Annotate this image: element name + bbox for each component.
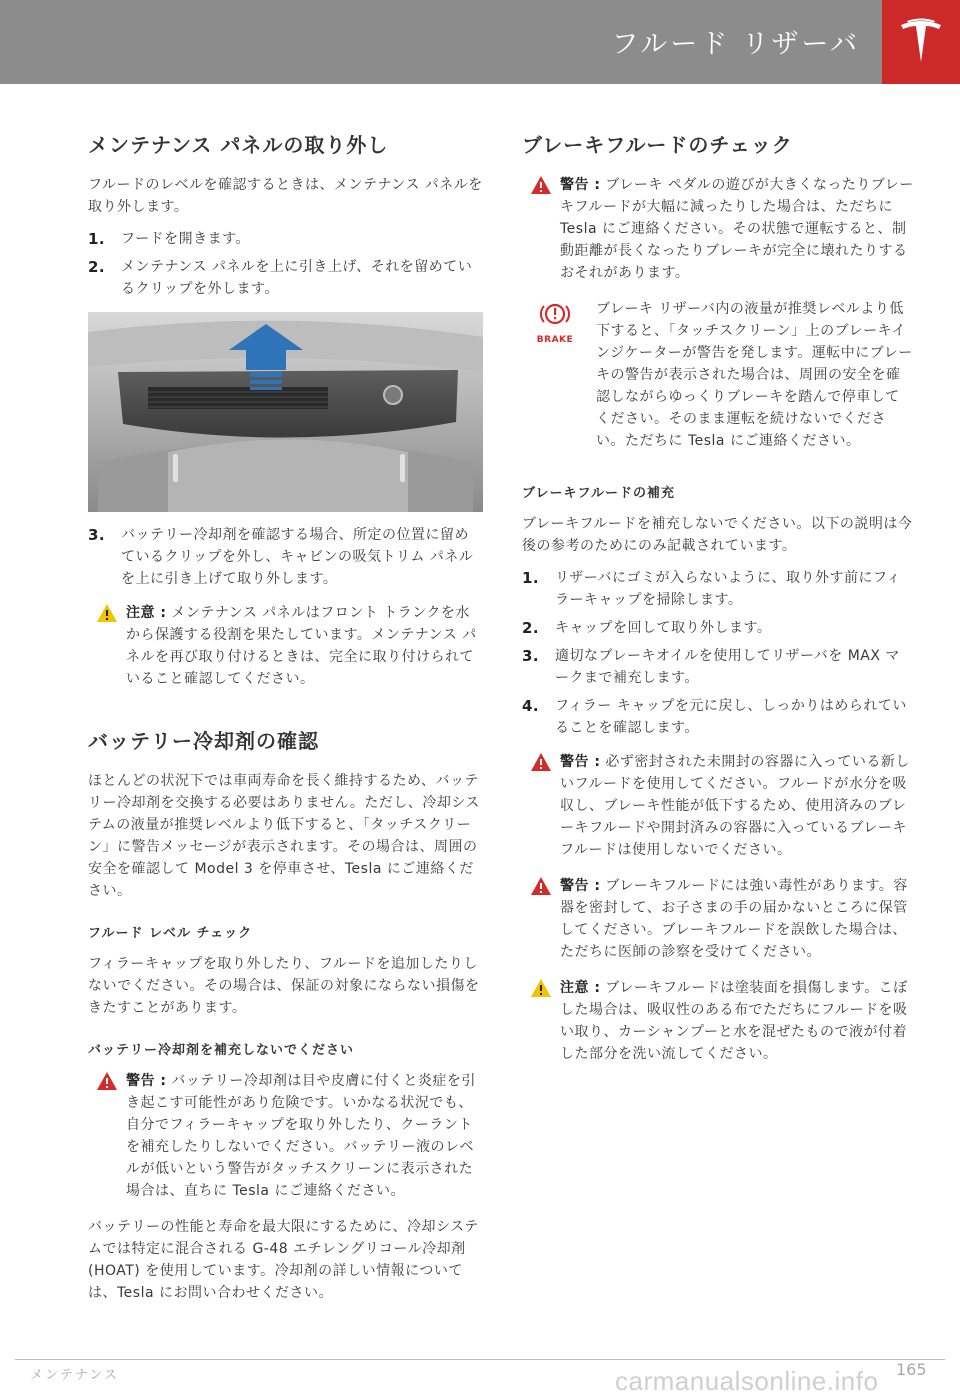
list-item [88, 256, 483, 300]
page-title: フルード リザーバ [611, 29, 860, 60]
panel-removal-steps-cont [88, 524, 483, 590]
warning-label: 警告 : [560, 878, 601, 894]
list-item [522, 695, 914, 739]
right-column [522, 120, 914, 1079]
step-text: メンテナンス パネルを上に引き上げ、それを留めているクリップを外します。 [121, 259, 473, 297]
step-number: 1. [522, 569, 540, 587]
maintenance-panel-illustration [88, 312, 483, 512]
watermark: carmanualsonline.info [615, 1366, 879, 1396]
list-item [522, 567, 914, 611]
step-text: キャップを回して取り外します。 [555, 620, 772, 636]
panel-removal-intro: フルードのレベルを確認するときは、メンテナンス パネルを取り外します。 [88, 177, 483, 215]
step-text: 適切なブレーキオイルを使用してリザーバを MAX マークまで補充します。 [555, 648, 900, 686]
step-number: 3. [522, 647, 540, 665]
step-text: フィラー キャップを元に戻し、しっかりはめられていることを確認します。 [555, 698, 907, 736]
caution-label: 注意 : [126, 605, 167, 621]
section-title-panel-removal: メンテナンス パネルの取り外し [88, 133, 389, 157]
battery-coolant-paragraph: ほとんどの状況下では車両寿命を長く維持するため、バッテリー冷却剤を交換する必要はありません。ただし、冷却システムの液量が推奨レベルより低下すると、「タッチスクリーン」に警告メッセージが表示されます。その場合は、周囲の安全を確認して Model 3 を停車させ、Tesla にご連絡ください。 [88, 773, 480, 899]
maintenance-panel-figure [88, 312, 483, 512]
caution-label: 注意 : [560, 980, 601, 996]
brake-warning-icon [540, 300, 570, 328]
footer-section-name: メンテナンス [30, 1368, 119, 1383]
page-number: 165 [896, 1360, 927, 1379]
caution-triangle-icon [530, 978, 552, 998]
warning-triangle-icon [530, 175, 552, 195]
brake-indicator-text: ブレーキ リザーバ内の液量が推奨レベルより低下すると、「タッチスクリーン」上のブレーキインジケーターが警告を発します。運転中にブレーキの警告が表示された場合は、周囲の安全を確認しながらゆっくりブレーキを踏んで停車してください。そのまま運転を続けないでください。ただちに Tesla にご連絡ください。 [596, 301, 913, 449]
step-text: リザーバにゴミが入らないように、取り外す前にフィラーキャップを掃除します。 [555, 570, 901, 608]
warning-callout [522, 875, 914, 963]
brake-refill-steps [522, 567, 914, 739]
caution-text: ブレーキフルードは塗装面を損傷します。こぼした場合は、吸収性のある布でただちにフルードを吸い取り、カーシャンプーと水を混ぜたもので液が付着した部分を洗い流してください。 [560, 980, 908, 1062]
caution-callout [522, 977, 914, 1065]
warning-callout [522, 751, 914, 861]
section-title-battery-coolant: バッテリー冷却剤の確認 [88, 729, 319, 753]
warning-triangle-icon [530, 876, 552, 896]
list-item [88, 228, 483, 250]
warning-text: ブレーキ ペダルの遊びが大きくなったりブレーキフルードが大幅に減ったりした場合は、ただちに Tesla にご連絡ください。その状態で運転すると、制動距離が長くなったりブレーキが完全に壊れたりするおそれがあります。 [560, 177, 914, 281]
brake-indicator-note [522, 298, 914, 452]
subsection-title-no-refill: バッテリー冷却剤を補充しないでください [88, 1043, 355, 1058]
header-bar [0, 0, 960, 84]
warning-callout [88, 1070, 483, 1202]
section-title-brake-fluid-check: ブレーキフルードのチェック [522, 133, 793, 157]
warning-text: バッテリー冷却剤は目や皮膚に付くと炎症を引き起こす可能性があり危険です。いかなる状況でも、自分でフィラーキャップを取り外したり、クーラントを補充したりしないでください。バッテリー液のレベルが低いという警告がタッチスクリーンに表示された場合は、直ちに Tesla にご連絡ください。 [126, 1073, 476, 1199]
step-text: フードを開きます。 [121, 231, 250, 247]
caution-text: メンテナンス パネルはフロント トランクを水から保護する役割を果たしています。メンテナンス パネルを再び取り付けるときは、完全に取り付けられていること確認してください。 [126, 605, 477, 687]
brand-logo-box [882, 0, 960, 84]
warning-callout [522, 174, 914, 284]
list-item [522, 645, 914, 689]
fluid-level-paragraph: フィラーキャップを取り外したり、フルードを追加したりしないでください。その場合は、保証の対象にならない損傷をきたすことがあります。 [88, 956, 480, 1016]
step-number: 2. [522, 619, 540, 637]
step-number: 2. [88, 258, 106, 276]
list-item [88, 524, 483, 590]
footer-divider [15, 1359, 945, 1360]
brake-indicator-label: BRAKE [536, 335, 574, 345]
warning-text: ブレーキフルードには強い毒性があります。容器を密封して、お子さまの手の届かないところに保管してください。ブレーキフルードを誤飲した場合は、ただちに医師の診察を受けてください。 [560, 878, 908, 960]
panel-removal-steps [88, 228, 483, 300]
tesla-logo-icon [899, 18, 943, 66]
caution-triangle-icon [96, 603, 118, 623]
warning-label: 警告 : [126, 1073, 167, 1089]
warning-triangle-icon [530, 752, 552, 772]
brake-refill-intro: ブレーキフルードを補充しないでください。以下の説明は今後の参考のためにのみ記載されています。 [522, 516, 913, 554]
caution-callout [88, 602, 483, 690]
coolant-info-paragraph: バッテリーの性能と寿命を最大限にするために、冷却システムでは特定に混合される G-48 エチレングリコール冷却剤 (HOAT) を使用しています。冷却剤の詳しい情報については、Tesla にお問い合わせください。 [88, 1219, 479, 1301]
step-number: 3. [88, 526, 106, 544]
subsection-title-fluid-level-check: フルード レベル チェック [88, 926, 253, 941]
left-column [88, 120, 483, 1314]
step-text: バッテリー冷却剤を確認する場合、所定の位置に留めているクリップを外し、キャビンの吸気トリム パネルを上に引き上げて取り外します。 [121, 527, 474, 587]
subsection-title-brake-refill: ブレーキフルードの補充 [522, 486, 675, 501]
warning-text: 必ず密封された未開封の容器に入っている新しいフルードを使用してください。フルードが水分を吸収し、ブレーキ性能が低下するため、使用済みのブレーキフルードや開封済みの容器に入っているブレーキフルードは使用しないでください。 [560, 754, 910, 858]
step-number: 4. [522, 697, 540, 715]
step-number: 1. [88, 230, 106, 248]
list-item [522, 617, 914, 639]
warning-triangle-icon [96, 1071, 118, 1091]
warning-label: 警告 : [560, 177, 601, 193]
warning-label: 警告 : [560, 754, 601, 770]
brake-indicator [536, 300, 574, 344]
